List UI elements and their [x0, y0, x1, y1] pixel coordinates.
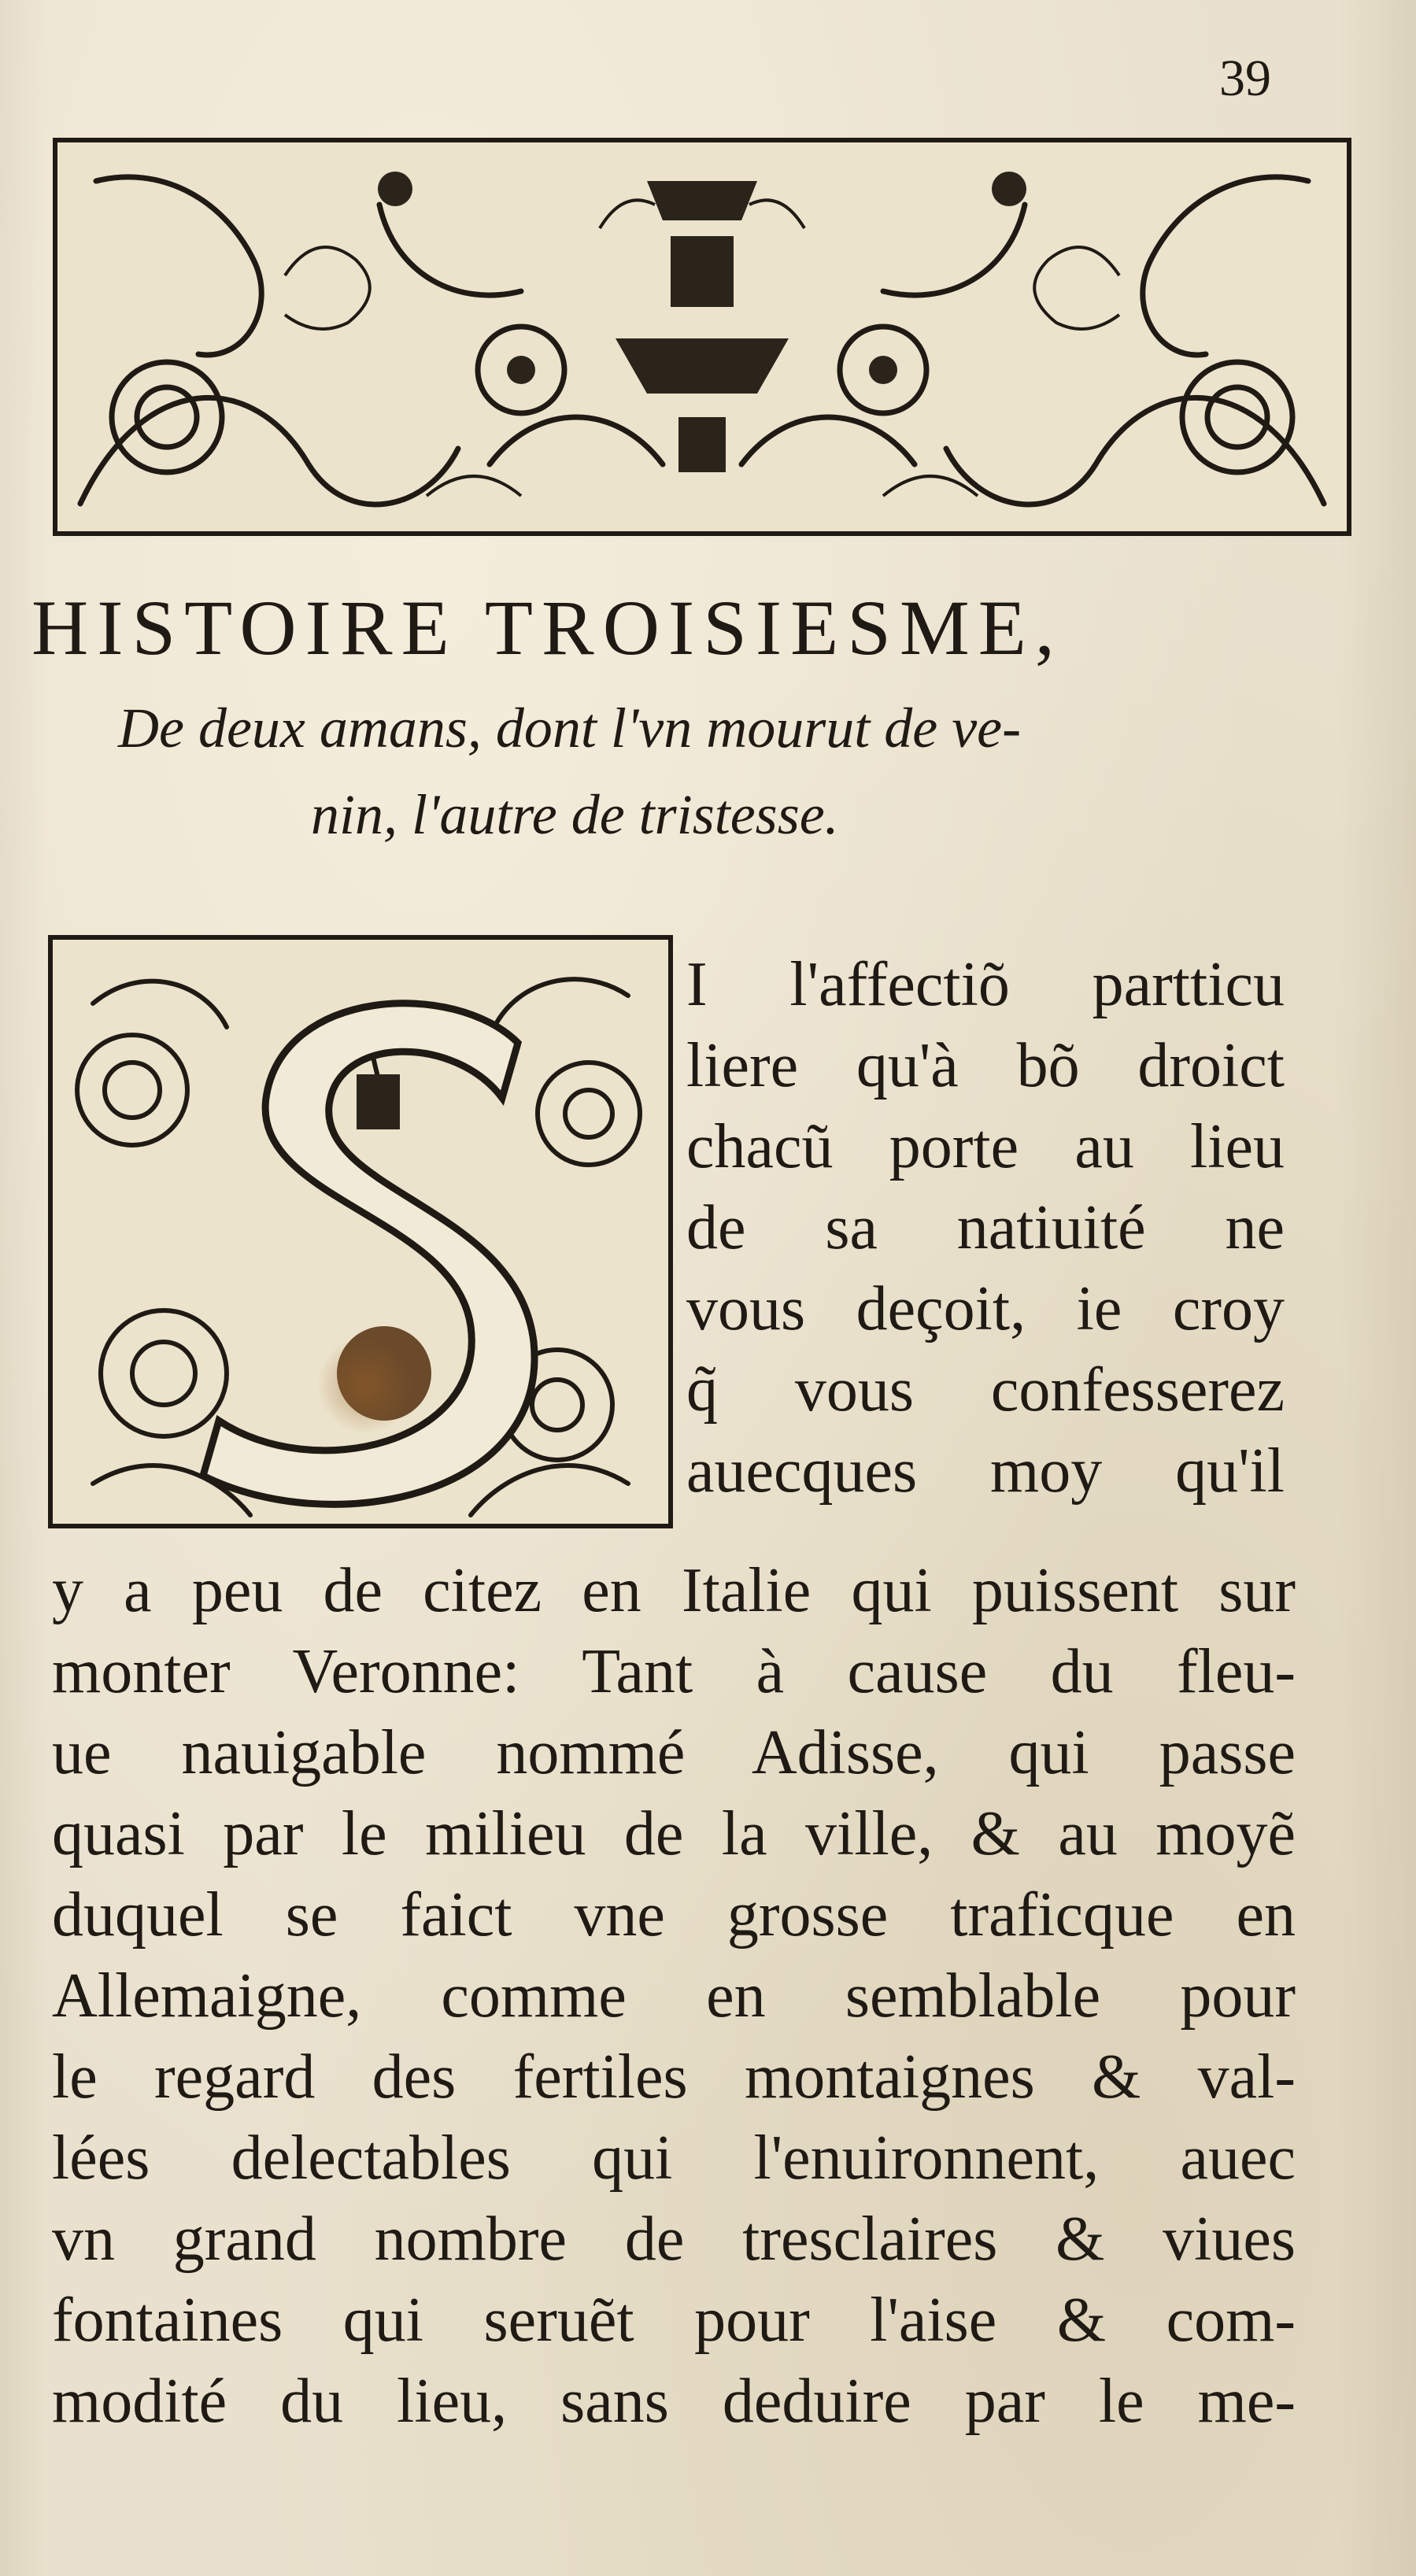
text-line: Allemaigne, comme en semblable pour: [52, 1961, 1296, 2031]
story-subtitle: [118, 685, 1220, 858]
text-line: lées delectables qui l'enuironnent, auec: [52, 2123, 1296, 2193]
text-line: vous deçoit, ie croy: [686, 1274, 1285, 1343]
page-number: 39: [1219, 50, 1271, 107]
text-line: q̃ vous confesserez: [686, 1355, 1285, 1425]
text-line: fontaines qui seruẽt pour l'aise & com-: [52, 2286, 1296, 2355]
text-line: I l'affectiõ partticu: [686, 950, 1285, 1019]
woodcut-headpiece-ornament-icon: [49, 134, 1355, 543]
text-line: de sa natiuité ne: [686, 1193, 1285, 1262]
subtitle-line-2: nin, l'autre de tristesse.: [311, 783, 839, 846]
story-title: HISTOIRE TROISIESME,: [31, 584, 1063, 671]
text-line: modité du lieu, sans deduire par le me-: [52, 2367, 1296, 2436]
decorated-initial-s-icon: [46, 933, 675, 1531]
body-text: [52, 1550, 1296, 2442]
text-line: chacũ porte au lieu: [686, 1112, 1285, 1181]
text-line: y a peu de citez en Italie qui puissent sur: [52, 1556, 1296, 1625]
text-line: ue nauigable nommé Adisse, qui passe: [52, 1718, 1296, 1787]
ink-stain: [315, 1338, 417, 1432]
subtitle-line-1: De deux amans, dont l'vn mourut de ve-: [118, 697, 1022, 759]
text-line: auecques moy qu'il: [686, 1436, 1285, 1506]
initial-side-text: [686, 944, 1285, 1512]
text-line: vn grand nombre de tresclaires & viues: [52, 2205, 1296, 2274]
text-line: monter Veronne: Tant à cause du fleu-: [52, 1637, 1296, 1706]
text-line: le regard des fertiles montaignes & val-: [52, 2042, 1296, 2112]
text-line: liere qu'à bõ droict: [686, 1031, 1285, 1100]
text-line: quasi par le milieu de la ville, & au moyẽ: [52, 1799, 1296, 1868]
text-line: duquel se faict vne grosse traficque en: [52, 1880, 1296, 1950]
